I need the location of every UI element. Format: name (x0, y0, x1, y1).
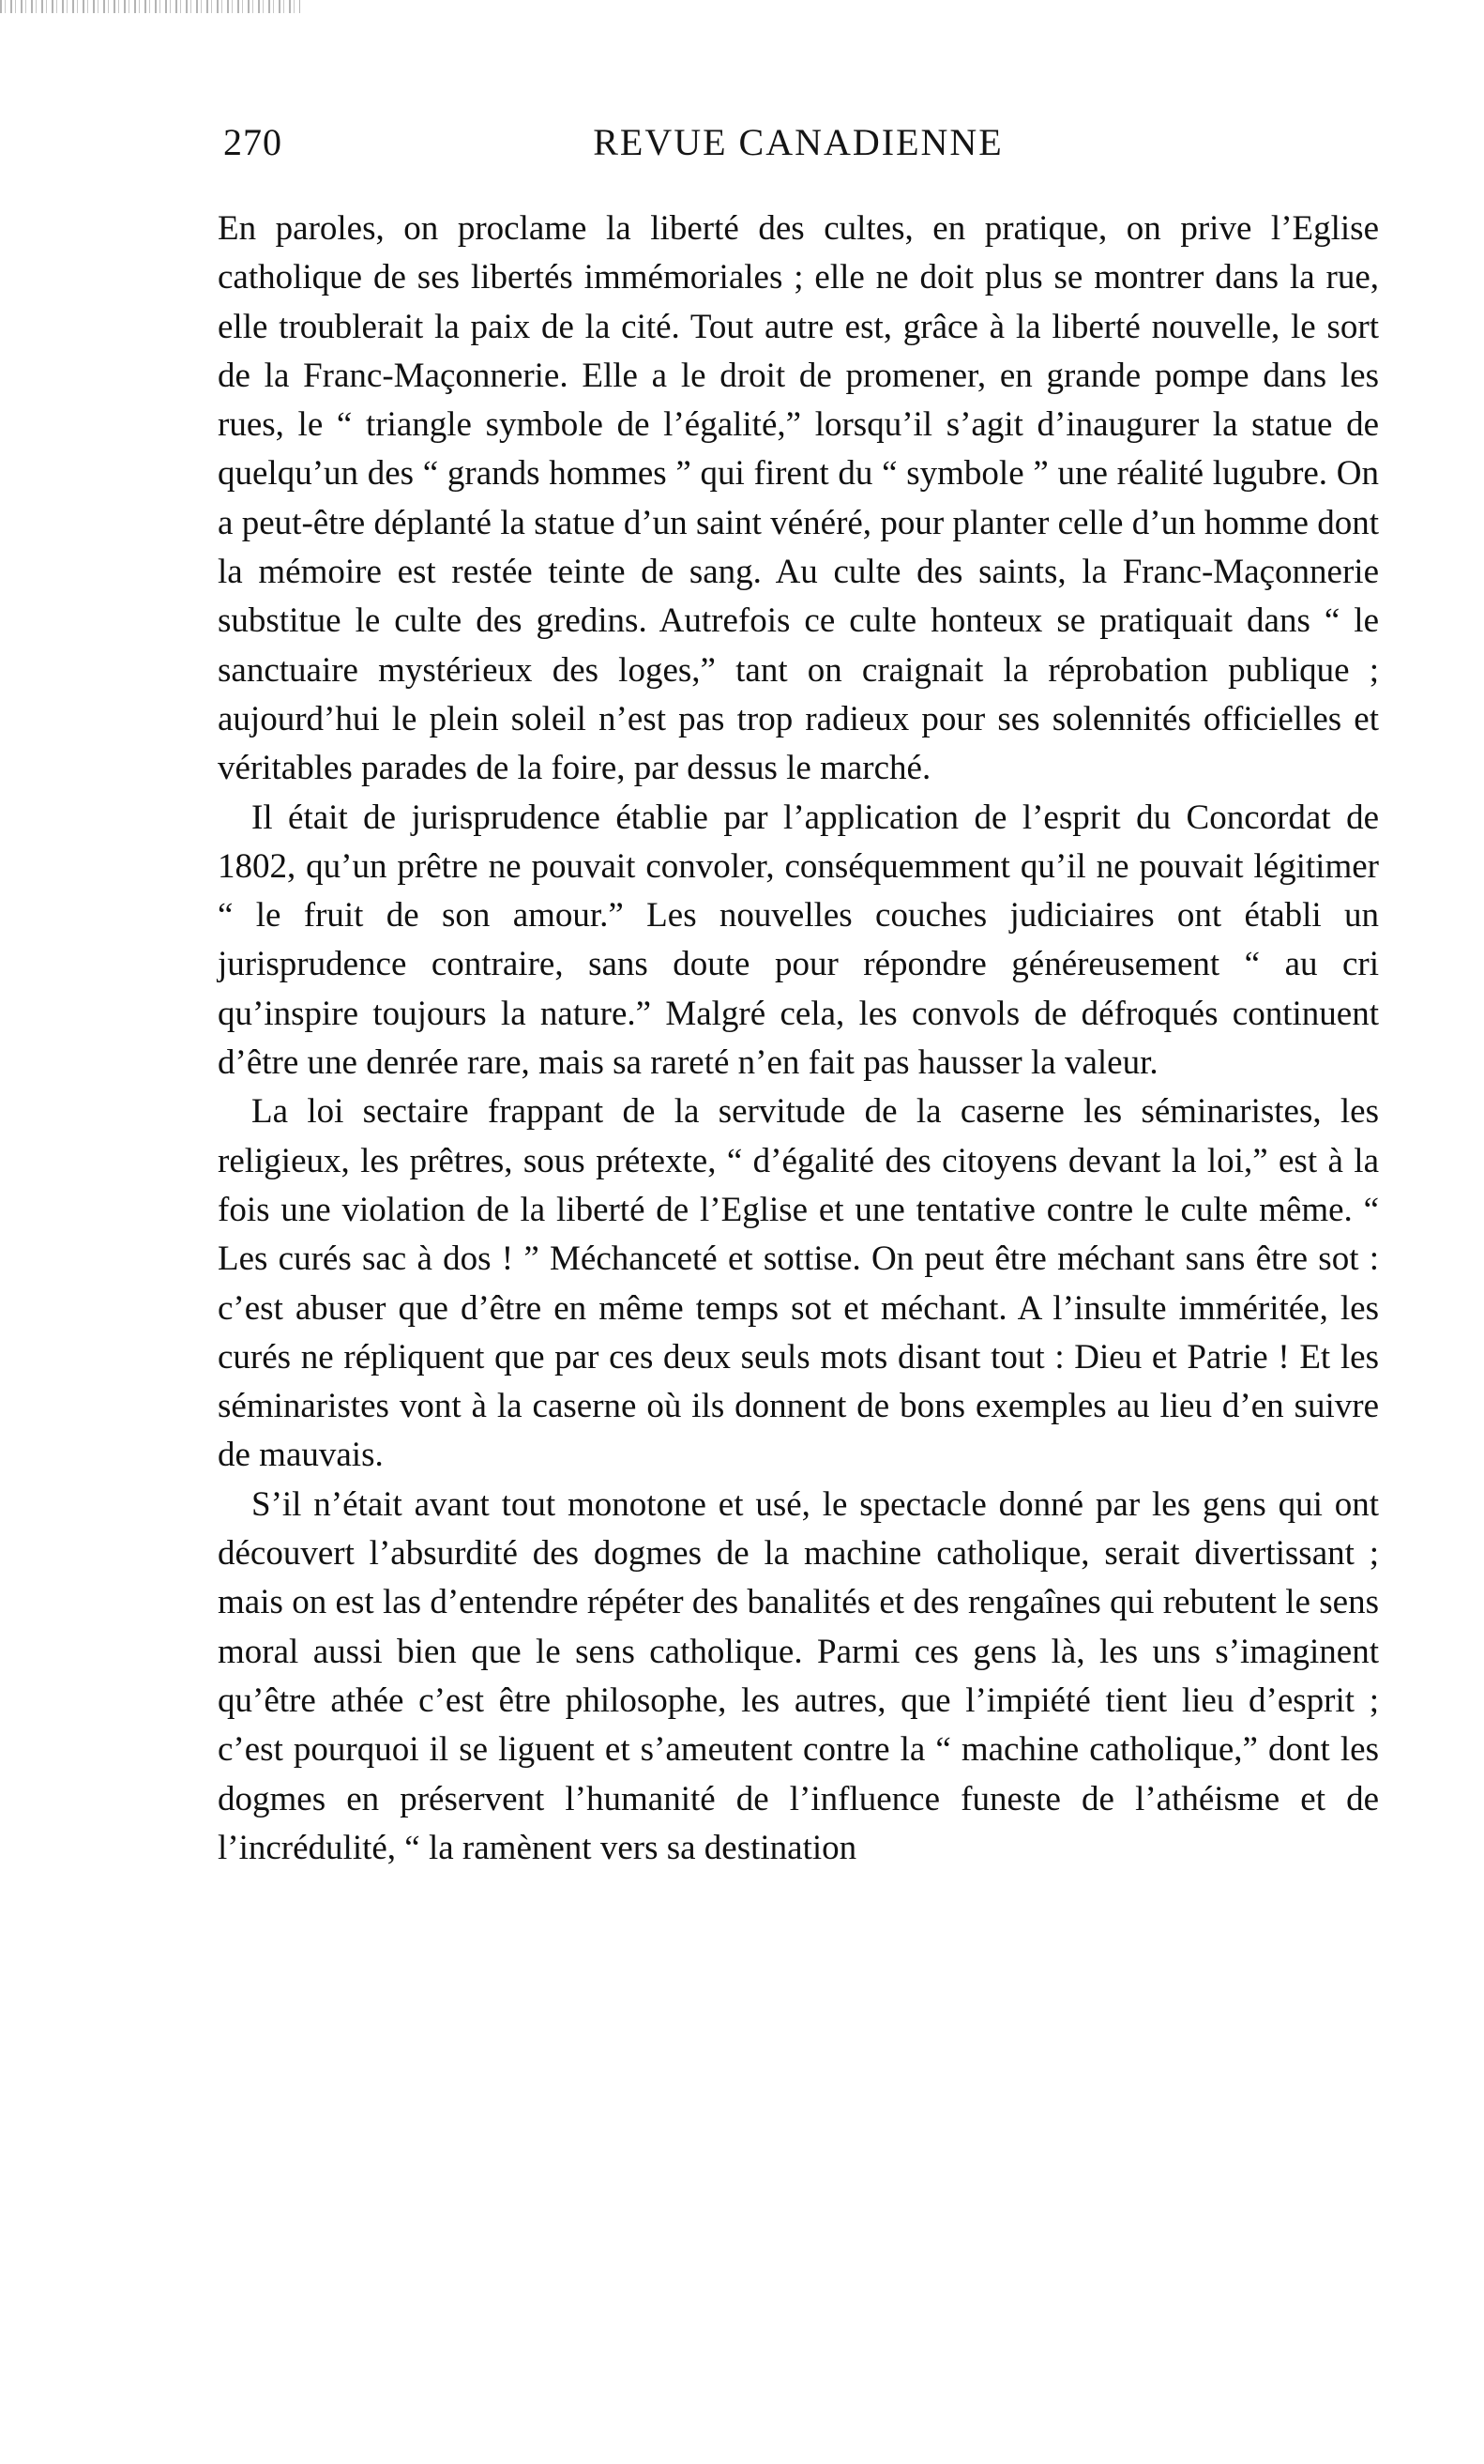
page-number: 270 (223, 121, 282, 163)
journal-title: REVUE CANADIENNE (593, 121, 1004, 163)
running-head (218, 120, 1379, 176)
paragraph-1: En paroles, on proclame la liberté des cultes, en pratique, on prive l’Eglise catholique de ses libertés immémoriales ; elle ne doit plus se montrer dans la rue, elle troublerait la paix de la cité. Tout autre est, grâce à la liberté nouvelle, le sort de la Franc-Maçonnerie. Elle a le droit de promener, en grande pompe dans les rues, le “ triangle symbole de l’égalité,” lorsqu’il s’agit d’inaugurer la statue de quelqu’un des “ grands hommes ” qui firent du “ symbole ” une réalité lugubre. On a peut-être déplanté la statue d’un saint vénéré, pour planter celle d’un homme dont la mémoire est restée teinte de sang. Au culte des saints, la Franc-Maçonnerie substitue le culte des gredins. Autrefois ce culte honteux se pratiquait dans “ le sanctuaire mystérieux des loges,” tant on craignait la réprobation publique ; aujourd’hui le plein soleil n’est pas trop radieux pour ses solennités officielles et véritables parades de la foire, par dessus le marché. (218, 209, 1379, 788)
article-text (218, 205, 1379, 1873)
scan-edge-noise (0, 0, 300, 13)
paragraph-3: La loi sectaire frappant de la servitude de la caserne les séminaristes, les religieux, les prêtres, sous prétexte, “ d’égalité des citoyens devant la loi,” est à la fois une violation de la liberté de l’Eglise et une tentative contre le culte même. “ Les curés sac à dos ! ” Méchanceté et sottise. On peut être méchant sans être sot : c’est abuser que d’être en même temps sot et méchant. A l’insulte imméritée, les curés ne répliquent que par ces deux seuls mots disant tout : Dieu et Patrie ! Et les séminaristes vont à la caserne où ils donnent de bons exemples au lieu d’en suivre de mauvais. (218, 1092, 1379, 1475)
paragraph-2: Il était de jurisprudence établie par l’application de l’esprit du Concordat de 1802, qu’un prêtre ne pouvait convoler, conséquemment qu’il ne pouvait légitimer “ le fruit de son amour.” Les nouvelles couches judiciaires ont établi un jurisprudence contraire, sans doute pour répondre généreusement “ au cri qu’inspire toujours la nature.” Malgré cela, les convols de défroqués continuent d’être une denrée rare, mais sa rareté n’en fait pas hausser la valeur. (218, 798, 1379, 1083)
paragraph-4: S’il n’était avant tout monotone et usé, le spectacle donné par les gens qui ont découvert l’absurdité des dogmes de la machine catholique, serait divertissant ; mais on est las d’entendre répéter des banalités et des rengaînes qui rebutent le sens moral aussi bien que le sens catholique. Parmi ces gens là, les uns s’imaginent qu’être athée c’est être philosophe, les autres, que l’impiété tient lieu d’esprit ; c’est pourquoi il se liguent et s’ameutent contre la “ machine catholique,” dont les dogmes en préservent l’humanité de l’influence funeste de l’athéisme et de l’incrédulité, “ la ramènent vers sa destination (218, 1484, 1379, 1867)
